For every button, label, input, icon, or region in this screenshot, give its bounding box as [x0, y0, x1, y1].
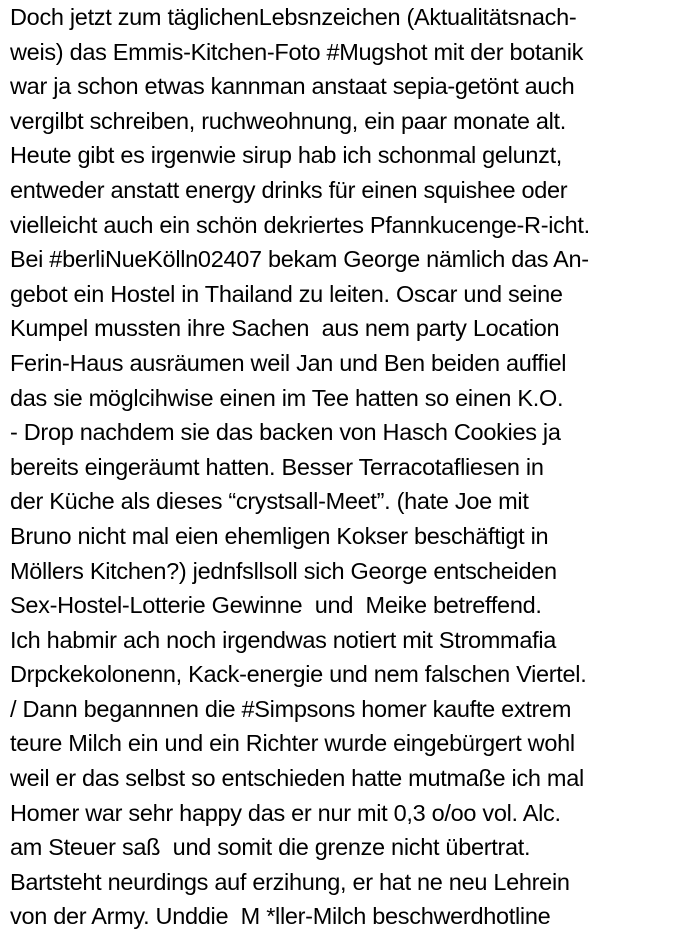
- text-line: Heute gibt es irgenwie sirup hab ich schonmal gelunzt,: [10, 142, 563, 169]
- body-text: [10, 0, 680, 934]
- text-line: Homer war sehr happy das er nur mit 0,3 o/oo vol. Alc.: [10, 799, 561, 826]
- text-line: entweder anstatt energy drinks für einen squishee oder: [10, 176, 568, 203]
- text-line: war ja schon etwas kannman anstaat sepia-getönt auch: [10, 73, 575, 100]
- text-line: vergilbt schreiben, ruchweohnung, ein paar monate alt.: [10, 107, 566, 134]
- text-line: Ferin-Haus ausräumen weil Jan und Ben beiden auffiel: [10, 349, 567, 376]
- text-line: - Drop nachdem sie das backen von Hasch Cookies ja: [10, 419, 561, 446]
- text-line: Ich habmir ach noch irgendwas notiert mit Strommafia: [10, 626, 557, 653]
- text-line: vielleicht auch ein schön dekriertes Pfannkucenge-R-icht.: [10, 211, 590, 238]
- text-line: Bei #berliNueKölln02407 bekam George nämlich das An-: [10, 246, 589, 273]
- text-line: gebot ein Hostel in Thailand zu leiten. Oscar und seine: [10, 280, 563, 307]
- text-line: das sie möglcihwise einen im Tee hatten so einen K.O.: [10, 384, 564, 411]
- text-line: teure Milch ein und ein Richter wurde eingebürgert wohl: [10, 730, 575, 757]
- text-line: von der Army. Unddie M *ller-Milch beschwerdhotline: [10, 903, 551, 930]
- text-line: Sex-Hostel-Lotterie Gewinne und Meike betreffend.: [10, 592, 542, 619]
- text-line: Möllers Kitchen?) jednfsllsoll sich George entscheiden: [10, 557, 557, 584]
- text-line: am Steuer saß und somit die grenze nicht übertrat.: [10, 834, 531, 861]
- text-line: weis) das Emmis-Kitchen-Foto #Mugshot mit der botanik: [10, 38, 584, 65]
- text-line: Drpckekolonenn, Kack-energie und nem falschen Viertel.: [10, 661, 587, 688]
- text-line: / Dann begannnen die #Simpsons homer kaufte extrem: [10, 695, 572, 722]
- text-line: Doch jetzt zum täglichenLebsnzeichen (Aktualitätsnach-: [10, 4, 577, 30]
- text-line: der Küche als dieses “crystsall-Meet”. (hate Joe mit: [10, 488, 529, 515]
- text-line: Kumpel mussten ihre Sachen aus nem party Location: [10, 315, 560, 342]
- text-line: Bartsteht neurdings auf erzihung, er hat ne neu Lehrein: [10, 868, 570, 895]
- text-line: weil er das selbst so entschieden hatte mutmaße ich mal: [10, 765, 584, 792]
- text-line: bereits eingeräumt hatten. Besser Terracotafliesen in: [10, 453, 544, 480]
- text-line: Bruno nicht mal eien ehemligen Kokser beschäftigt in: [10, 522, 549, 549]
